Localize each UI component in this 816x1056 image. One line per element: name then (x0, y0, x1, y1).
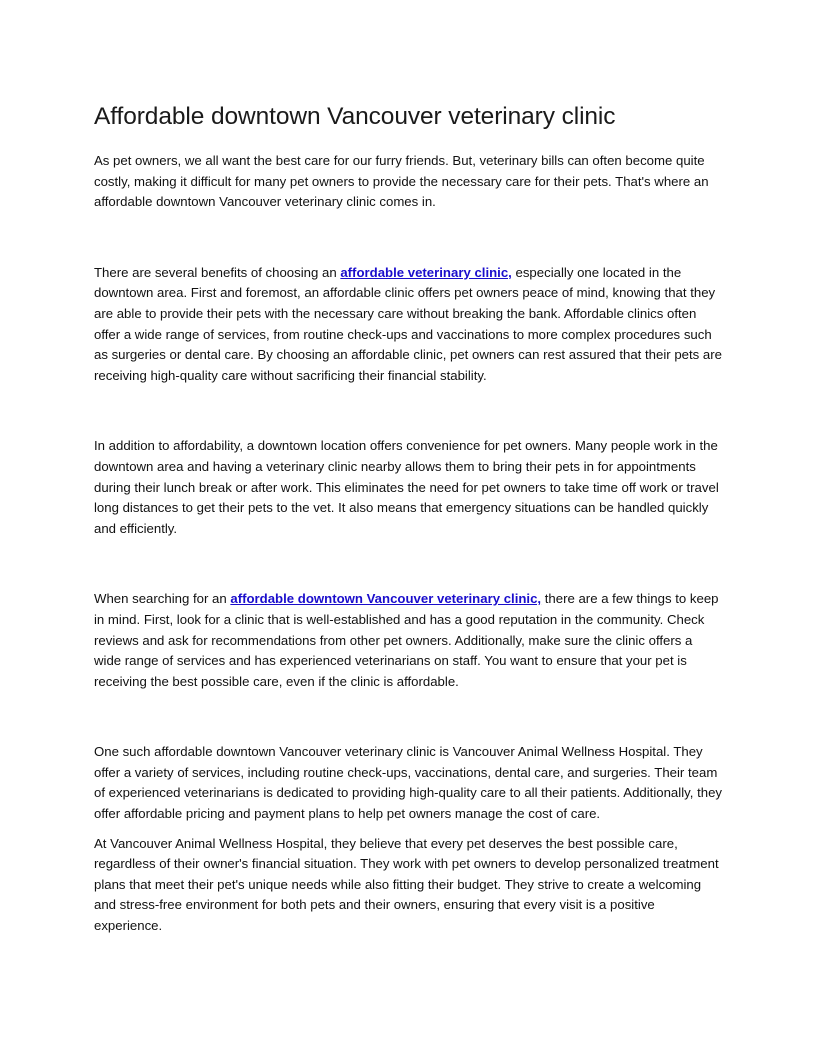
paragraph-location: In addition to affordability, a downtown location offers convenience for pet owners. Many people work in the downtown area and having a veterinary clinic nearby allows them to bring their pets in for appointments during their lunch break or after work. This eliminates the need for pet owners to take time off work or travel long distances to get their pets to the vet. It also means that emergency situations can be handled quickly and efficiently. (94, 438, 719, 536)
paragraph-searching (94, 589, 722, 692)
paragraph-hospital: One such affordable downtown Vancouver veterinary clinic is Vancouver Animal Wellness Hospital. They offer a variety of services, including routine check-ups, vaccinations, dental care, and surgeries. Their team of experienced veterinarians is dedicated to providing high-quality care to all their patients. Additionally, they offer affordable pricing and payment plans to help pet owners manage the cost of care. (94, 744, 722, 822)
paragraph-searching-text-before: When searching for an (94, 591, 231, 607)
paragraph-benefits-text-before: There are several benefits of choosing an (94, 264, 341, 280)
paragraph-philosophy: At Vancouver Animal Wellness Hospital, they believe that every pet deserves the best possible care, regardless of their owner's financial situation. They work with pet owners to develop personalized treatment plans that meet their pet's unique needs while also fitting their budget. They strive to create a welcoming and stress-free environment for both pets and their owners, ensuring that every visit is a positive experience. (94, 835, 719, 934)
page-title: Affordable downtown Vancouver veterinary clinic (94, 103, 616, 130)
paragraph-benefits (94, 263, 722, 387)
paragraph-intro: As pet owners, we all want the best care for our furry friends. But, veterinary bills can often become quite costly, making it difficult for many pet owners to provide the necessary care for their pets. That's where an affordable downtown Vancouver veterinary clinic comes in. (94, 153, 709, 210)
affordable-veterinary-clinic-link[interactable]: affordable veterinary clinic, (340, 264, 512, 280)
paragraph-searching-text-after: there are a few things to keep in mind. First, look for a clinic that is well-established and has a good reputation in the community. Check reviews and ask for recommendations from other pet owners. Additionally, make sure the clinic offers a wide range of services and has experienced veterinarians on staff. You want to ensure that your pet is receiving the best possible care, even if the clinic is affordable. (94, 591, 719, 689)
affordable-downtown-vancouver-clinic-link[interactable]: affordable downtown Vancouver veterinary clinic, (230, 591, 542, 607)
paragraph-benefits-text-after: especially one located in the downtown area. First and foremost, an affordable clinic offers pet owners peace of mind, knowing that they are able to provide their pets with the necessary care without breaking the bank. Affordable clinics often offer a wide range of services, from routine check-ups and vaccinations to more complex procedures such as surgeries or dental care. By choosing an affordable clinic, pet owners can rest assured that their pets are receiving high-quality care without sacrificing their financial stability. (94, 264, 722, 383)
document-page (94, 101, 722, 937)
